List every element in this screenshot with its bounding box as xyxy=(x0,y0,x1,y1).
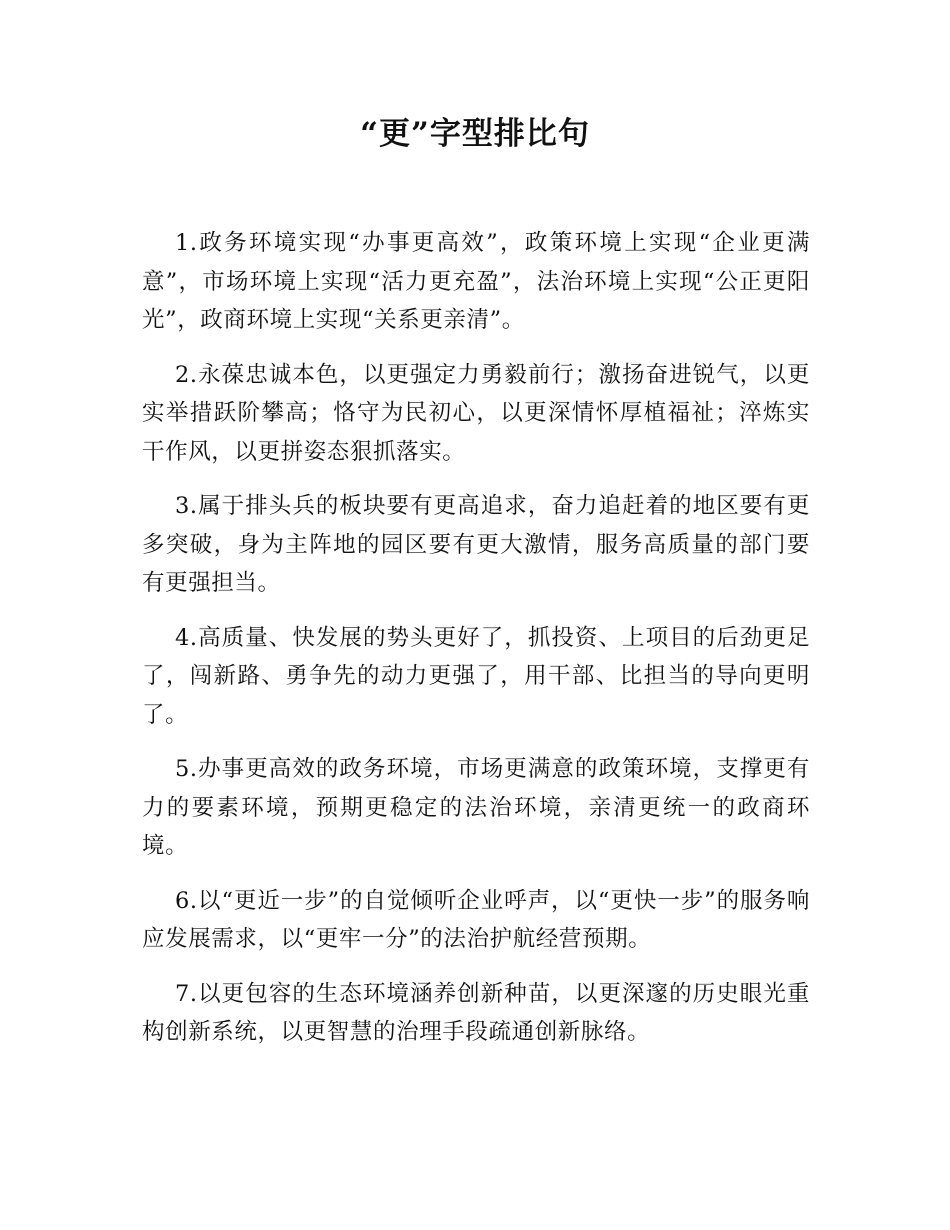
paragraph-6: 6.以“更近一步”的自觉倾听企业呼声，以“更快一步”的服务响应发展需求，以“更牢一分”的法治护航经营预期。 xyxy=(142,887,810,952)
paragraph-4: 4.高质量、快发展的势头更好了，抓投资、上项目的后劲更足了，闯新路、勇争先的动力更强了，用干部、比担当的导向更明了。 xyxy=(142,624,810,728)
paragraph-5: 5.办事更高效的政务环境，市场更满意的政策环境，支撑更有力的要素环境，预期更稳定的法治环境，亲清更统一的政商环境。 xyxy=(142,756,810,859)
page-title: “更”字型排比句 xyxy=(360,116,590,152)
paragraph-3: 3.属于排头兵的板块要有更高追求，奋力追赶着的地区要有更多突破，身为主阵地的园区要有更大激情，服务高质量的部门要有更强担当。 xyxy=(142,493,810,596)
document-body xyxy=(142,224,810,1068)
paragraph-2: 2.永葆忠诚本色，以更强定力勇毅前行；激扬奋进锐气，以更实举措跃阶攀高；恪守为民初心，以更深情怀厚植福祉；淬炼实干作风，以更拼姿态狠抓落实。 xyxy=(142,361,810,465)
paragraph-1: 1.政务环境实现“办事更高效”，政策环境上实现“企业更满意”，市场环境上实现“活力更充盈”，法治环境上实现“公正更阳光”，政商环境上实现“关系更亲清”。 xyxy=(142,230,810,333)
paragraph-7: 7.以更包容的生态环境涵养创新种苗，以更深邃的历史眼光重构创新系统，以更智慧的治理手段疏通创新脉络。 xyxy=(142,980,810,1045)
